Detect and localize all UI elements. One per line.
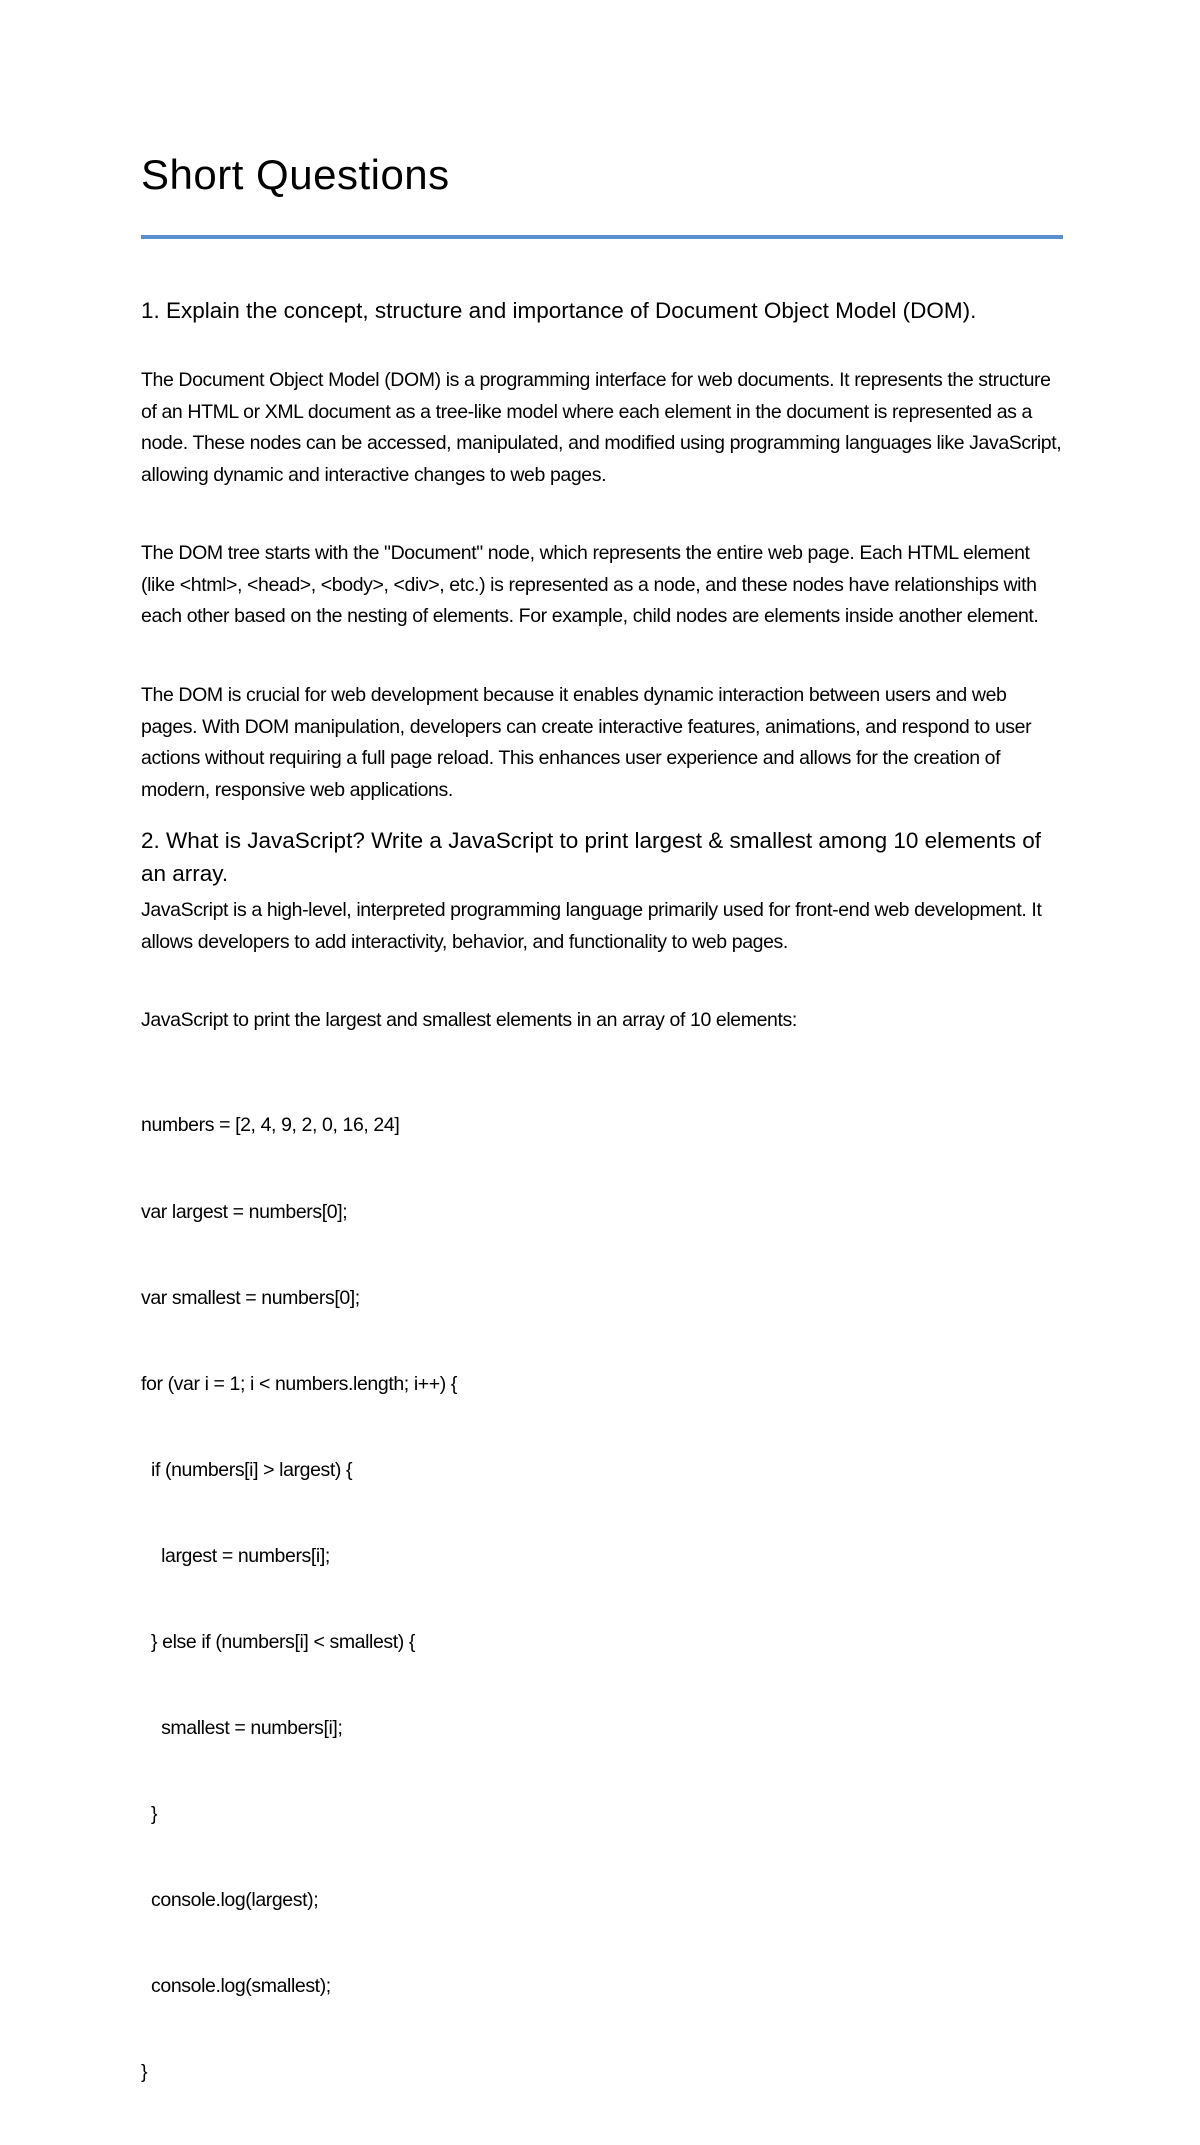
code-line: smallest = numbers[i]; <box>141 1717 343 1740</box>
q2-paragraph-1: JavaScript is a high-level, interpreted programming language primarily used for front-end web development. It allows developers to add interactivity, behavior, and functionality to web pages. <box>141 899 1042 953</box>
q2-paragraph-2: JavaScript to print the largest and smallest elements in an array of 10 elements: <box>141 1009 797 1031</box>
code-line: largest = numbers[i]; <box>141 1544 330 1567</box>
code-line: } <box>141 1803 158 1826</box>
page-title: Short Questions <box>141 151 450 198</box>
code-line: console.log(smallest); <box>141 1975 331 1998</box>
code-line: for (var i = 1; i < numbers.length; i++) { <box>141 1372 457 1395</box>
q1-paragraph-2: The DOM tree starts with the "Document" node, which represents the entire web page. Each HTML element (like <html>, <head>, <body>, <div>, etc.) is represented as a node, and these nodes have relationships with each other based on the nesting of elements. For example, child nodes are elements inside another element. <box>141 542 1039 627</box>
code-line: console.log(largest); <box>141 1889 319 1912</box>
title-underline <box>141 235 1063 239</box>
code-line: var smallest = numbers[0]; <box>141 1286 360 1309</box>
q1-paragraph-1: The Document Object Model (DOM) is a programming interface for web documents. It represents the structure of an HTML or XML document as a tree-like model where each element in the document is represented as a node. These nodes can be accessed, manipulated, and modified using programming languages like JavaScript, allowing dynamic and interactive changes to web pages. <box>141 369 1062 486</box>
code-line: if (numbers[i] > largest) { <box>141 1458 353 1481</box>
code-line: var largest = numbers[0]; <box>141 1200 348 1223</box>
code-block <box>141 1054 1063 2145</box>
question-2-heading: 2. What is JavaScript? Write a JavaScript to print largest & smallest among 10 elements of an array. <box>141 828 1041 886</box>
code-line: } <box>141 2061 148 2084</box>
question-1-heading: 1. Explain the concept, structure and importance of Document Object Model (DOM). <box>141 298 977 323</box>
code-line: } else if (numbers[i] < smallest) { <box>141 1630 416 1653</box>
code-line: numbers = [2, 4, 9, 2, 0, 16, 24] <box>141 1114 400 1137</box>
q1-paragraph-3: The DOM is crucial for web development because it enables dynamic interaction between users and web pages. With DOM manipulation, developers can create interactive features, animations, and respond to user actions without requiring a full page reload. This enhances user experience and allows for the creation of modern, responsive web applications. <box>141 684 1032 801</box>
